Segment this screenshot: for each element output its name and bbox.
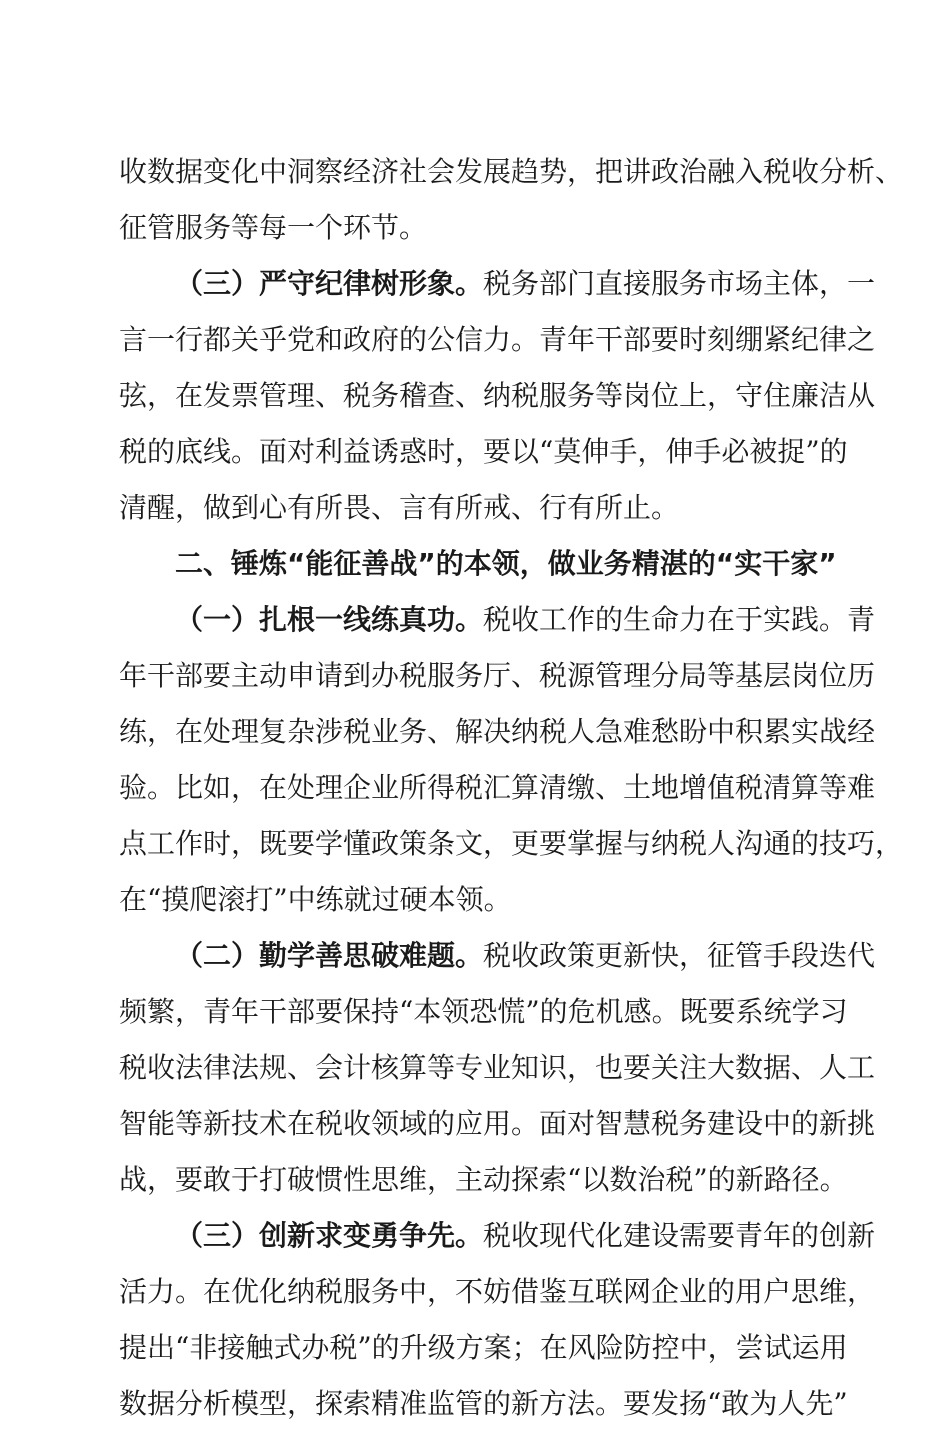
paragraph-line: 在“摸爬滚打”中练就过硬本领。	[119, 883, 512, 916]
paragraph-line: 弦，在发票管理、税务稽查、纳税服务等岗位上，守住廉洁从	[119, 379, 876, 412]
paragraph-line: 征管服务等每一个环节。	[119, 211, 428, 244]
paragraph-line: 数据分析模型，探索精准监管的新方法。要发扬“敢为人先”	[119, 1387, 848, 1420]
paragraph-text: 税务部门直接服务市场主体，一	[483, 267, 876, 300]
paragraph-text: 税收工作的生命力在于实践。青	[483, 603, 876, 636]
paragraph-text: 税收政策更新快，征管手段迭代	[483, 939, 876, 972]
paragraph-line: 活力。在优化纳税服务中，不妨借鉴互联网企业的用户思维，	[119, 1275, 876, 1308]
section-heading: 二、锤炼“能征善战”的本领，做业务精湛的“实干家”	[175, 547, 837, 580]
paragraph-line: 点工作时，既要学懂政策条文，更要掌握与纳税人沟通的技巧，	[119, 827, 904, 860]
document-page	[119, 144, 904, 1432]
paragraph-line: 税收法律法规、会计核算等专业知识，也要关注大数据、人工	[119, 1051, 876, 1084]
paragraph-line: 税的底线。面对利益诱惑时，要以“莫伸手，伸手必被捉”的	[119, 435, 848, 468]
section-lead: （一）扎根一线练真功。	[175, 603, 484, 636]
paragraph-line: 年干部要主动申请到办税服务厅、税源管理分局等基层岗位历	[119, 659, 876, 692]
paragraph-line: 收数据变化中洞察经济社会发展趋势，把讲政治融入税收分析、	[119, 155, 904, 188]
paragraph-line: 智能等新技术在税收领域的应用。面对智慧税务建设中的新挑	[119, 1107, 876, 1140]
paragraph-line: 频繁，青年干部要保持“本领恐慌”的危机感。既要系统学习	[119, 995, 848, 1028]
paragraph-first-line	[119, 928, 876, 984]
paragraph-first-line	[119, 1208, 876, 1264]
section-lead: （三）严守纪律树形象。	[175, 267, 484, 300]
section-lead: （二）勤学善思破难题。	[175, 939, 484, 972]
paragraph-first-line	[119, 592, 876, 648]
paragraph-line: 提出“非接触式办税”的升级方案；在风险防控中，尝试运用	[119, 1331, 848, 1364]
paragraph-line: 验。比如，在处理企业所得税汇算清缴、土地增值税清算等难	[119, 771, 876, 804]
section-lead: （三）创新求变勇争先。	[175, 1219, 484, 1252]
paragraph-line: 战，要敢于打破惯性思维，主动探索“以数治税”的新路径。	[119, 1163, 848, 1196]
paragraph-line: 言一行都关乎党和政府的公信力。青年干部要时刻绷紧纪律之	[119, 323, 876, 356]
paragraph-line: 清醒，做到心有所畏、言有所戒、行有所止。	[119, 491, 680, 524]
paragraph-first-line	[119, 256, 876, 312]
paragraph-line: 练，在处理复杂涉税业务、解决纳税人急难愁盼中积累实战经	[119, 715, 876, 748]
paragraph-text: 税收现代化建设需要青年的创新	[483, 1219, 876, 1252]
